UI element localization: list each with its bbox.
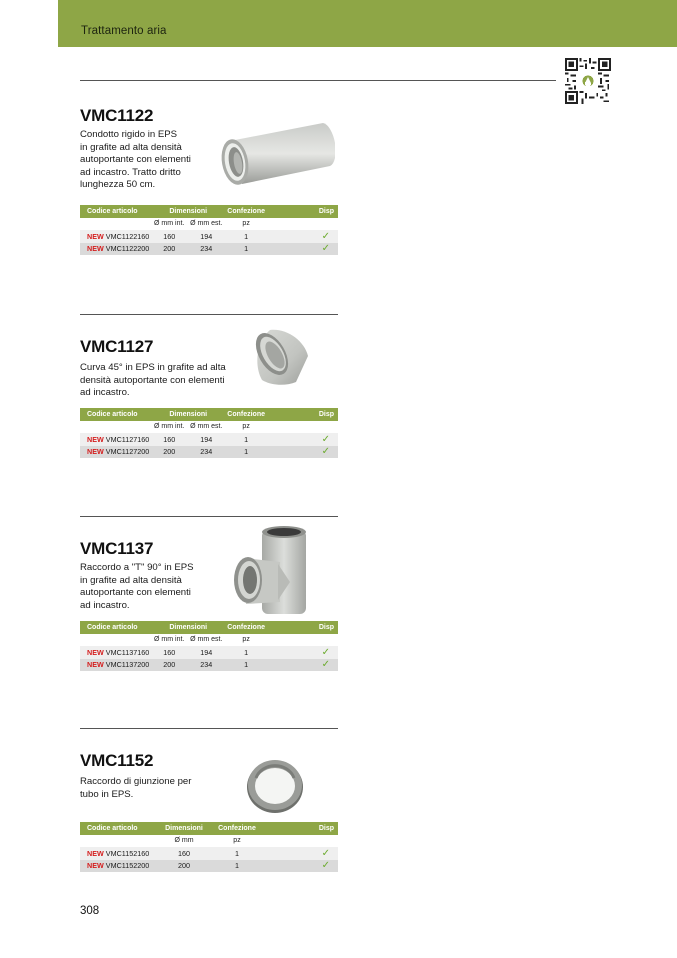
sub-header: pz bbox=[225, 218, 267, 231]
qr-code-icon[interactable] bbox=[565, 58, 611, 104]
product-section-vmc1137 bbox=[80, 516, 338, 676]
new-badge: NEW bbox=[87, 231, 104, 241]
sub-header: Ø mm est. bbox=[187, 421, 225, 434]
col-header: Codice articolo bbox=[80, 205, 151, 218]
product-table bbox=[80, 822, 338, 872]
outer-diameter: 234 bbox=[187, 243, 225, 256]
top-divider bbox=[80, 80, 556, 81]
package-qty: 1 bbox=[225, 433, 267, 446]
section-divider bbox=[80, 314, 338, 315]
sub-header: Ø mm int. bbox=[151, 634, 187, 647]
new-badge: NEW bbox=[87, 647, 104, 657]
article-code: VMC1127200 bbox=[105, 447, 150, 457]
diameter: 200 bbox=[160, 860, 208, 873]
col-header: Codice articolo bbox=[80, 822, 160, 835]
table-row bbox=[80, 230, 338, 243]
col-header: Dimensioni bbox=[151, 621, 225, 634]
outer-diameter: 234 bbox=[187, 446, 225, 459]
product-code: VMC1127 bbox=[80, 337, 154, 356]
product-section-vmc1122 bbox=[80, 100, 338, 260]
new-badge: NEW bbox=[87, 848, 104, 858]
straight-duct-image bbox=[215, 120, 335, 188]
sub-header: Ø mm bbox=[160, 835, 208, 848]
article-code: VMC1137200 bbox=[105, 660, 150, 670]
article-code: VMC1152160 bbox=[105, 848, 150, 858]
col-header: Dimensioni bbox=[151, 408, 225, 421]
product-table bbox=[80, 621, 338, 671]
availability-check-icon: ✓ bbox=[267, 243, 338, 256]
sub-header: pz bbox=[225, 634, 267, 647]
product-section-vmc1152 bbox=[80, 728, 338, 888]
section-title: Trattamento aria bbox=[81, 25, 167, 37]
table-row bbox=[80, 243, 338, 256]
package-qty: 1 bbox=[225, 243, 267, 256]
col-header: Disp bbox=[266, 822, 338, 835]
article-code: VMC1122200 bbox=[105, 244, 150, 254]
col-header: Codice articolo bbox=[80, 408, 151, 421]
col-header: Dimensioni bbox=[160, 822, 208, 835]
header-band bbox=[58, 0, 677, 47]
sub-header: Ø mm int. bbox=[151, 218, 187, 231]
col-header: Disp bbox=[267, 621, 338, 634]
product-table bbox=[80, 205, 338, 255]
product-code: VMC1137 bbox=[80, 539, 154, 558]
sub-header: pz bbox=[225, 421, 267, 434]
new-badge: NEW bbox=[87, 244, 104, 254]
availability-check-icon: ✓ bbox=[267, 659, 338, 672]
table-row bbox=[80, 860, 338, 873]
joint-ring-image bbox=[244, 756, 306, 816]
package-qty: 1 bbox=[225, 646, 267, 659]
diameter: 160 bbox=[160, 847, 208, 860]
availability-check-icon: ✓ bbox=[267, 446, 338, 459]
availability-check-icon: ✓ bbox=[267, 433, 338, 446]
package-qty: 1 bbox=[225, 659, 267, 672]
col-header: Confezione bbox=[225, 621, 267, 634]
new-badge: NEW bbox=[87, 434, 104, 444]
availability-check-icon: ✓ bbox=[266, 847, 338, 860]
package-qty: 1 bbox=[225, 446, 267, 459]
new-badge: NEW bbox=[87, 447, 104, 457]
col-header: Dimensioni bbox=[151, 205, 225, 218]
article-code: VMC1127160 bbox=[105, 434, 150, 444]
new-badge: NEW bbox=[87, 660, 104, 670]
elbow-45-image bbox=[252, 326, 312, 390]
inner-diameter: 160 bbox=[151, 646, 187, 659]
outer-diameter: 194 bbox=[187, 230, 225, 243]
availability-check-icon: ✓ bbox=[267, 230, 338, 243]
package-qty: 1 bbox=[225, 230, 267, 243]
col-header: Codice articolo bbox=[80, 621, 151, 634]
product-table bbox=[80, 408, 338, 458]
new-badge: NEW bbox=[87, 861, 104, 871]
col-header: Confezione bbox=[208, 822, 266, 835]
page-number: 308 bbox=[80, 905, 100, 917]
col-header: Confezione bbox=[225, 205, 267, 218]
table-row bbox=[80, 446, 338, 459]
sub-header: Ø mm est. bbox=[187, 218, 225, 231]
col-header: Disp bbox=[267, 408, 338, 421]
table-row bbox=[80, 433, 338, 446]
availability-check-icon: ✓ bbox=[266, 860, 338, 873]
inner-diameter: 160 bbox=[151, 230, 187, 243]
article-code: VMC1137160 bbox=[105, 647, 150, 657]
package-qty: 1 bbox=[208, 847, 266, 860]
product-code: VMC1152 bbox=[80, 751, 154, 770]
section-divider bbox=[80, 516, 338, 517]
table-row bbox=[80, 646, 338, 659]
outer-diameter: 194 bbox=[187, 433, 225, 446]
availability-check-icon: ✓ bbox=[267, 646, 338, 659]
product-description: Raccordo a "T" 90° in EPS in grafite ad alta densità autoportante con elementi ad incastro. bbox=[80, 562, 194, 611]
inner-diameter: 160 bbox=[151, 433, 187, 446]
inner-diameter: 200 bbox=[151, 659, 187, 672]
product-code: VMC1122 bbox=[80, 106, 154, 125]
product-description: Curva 45° in EPS in grafite ad alta densità autoportante con elementi ad incastro. bbox=[80, 362, 226, 399]
product-description: Raccordo di giunzione per tubo in EPS. bbox=[80, 776, 192, 800]
col-header: Confezione bbox=[225, 408, 267, 421]
sub-header: Ø mm est. bbox=[187, 634, 225, 647]
article-code: VMC1152200 bbox=[105, 861, 150, 871]
sub-header: pz bbox=[208, 835, 266, 848]
col-header: Disp bbox=[267, 205, 338, 218]
sub-header: Ø mm int. bbox=[151, 421, 187, 434]
outer-diameter: 194 bbox=[187, 646, 225, 659]
product-description: Condotto rigido in EPS in grafite ad alta densità autoportante con elementi ad incastro. Tratto dritto lunghezza 50 cm. bbox=[80, 129, 191, 191]
section-divider bbox=[80, 728, 338, 729]
tee-90-image bbox=[232, 524, 312, 618]
outer-diameter: 234 bbox=[187, 659, 225, 672]
product-section-vmc1127 bbox=[80, 314, 338, 464]
inner-diameter: 200 bbox=[151, 243, 187, 256]
article-code: VMC1122160 bbox=[105, 231, 150, 241]
inner-diameter: 200 bbox=[151, 446, 187, 459]
package-qty: 1 bbox=[208, 860, 266, 873]
table-row bbox=[80, 659, 338, 672]
table-row bbox=[80, 847, 338, 860]
